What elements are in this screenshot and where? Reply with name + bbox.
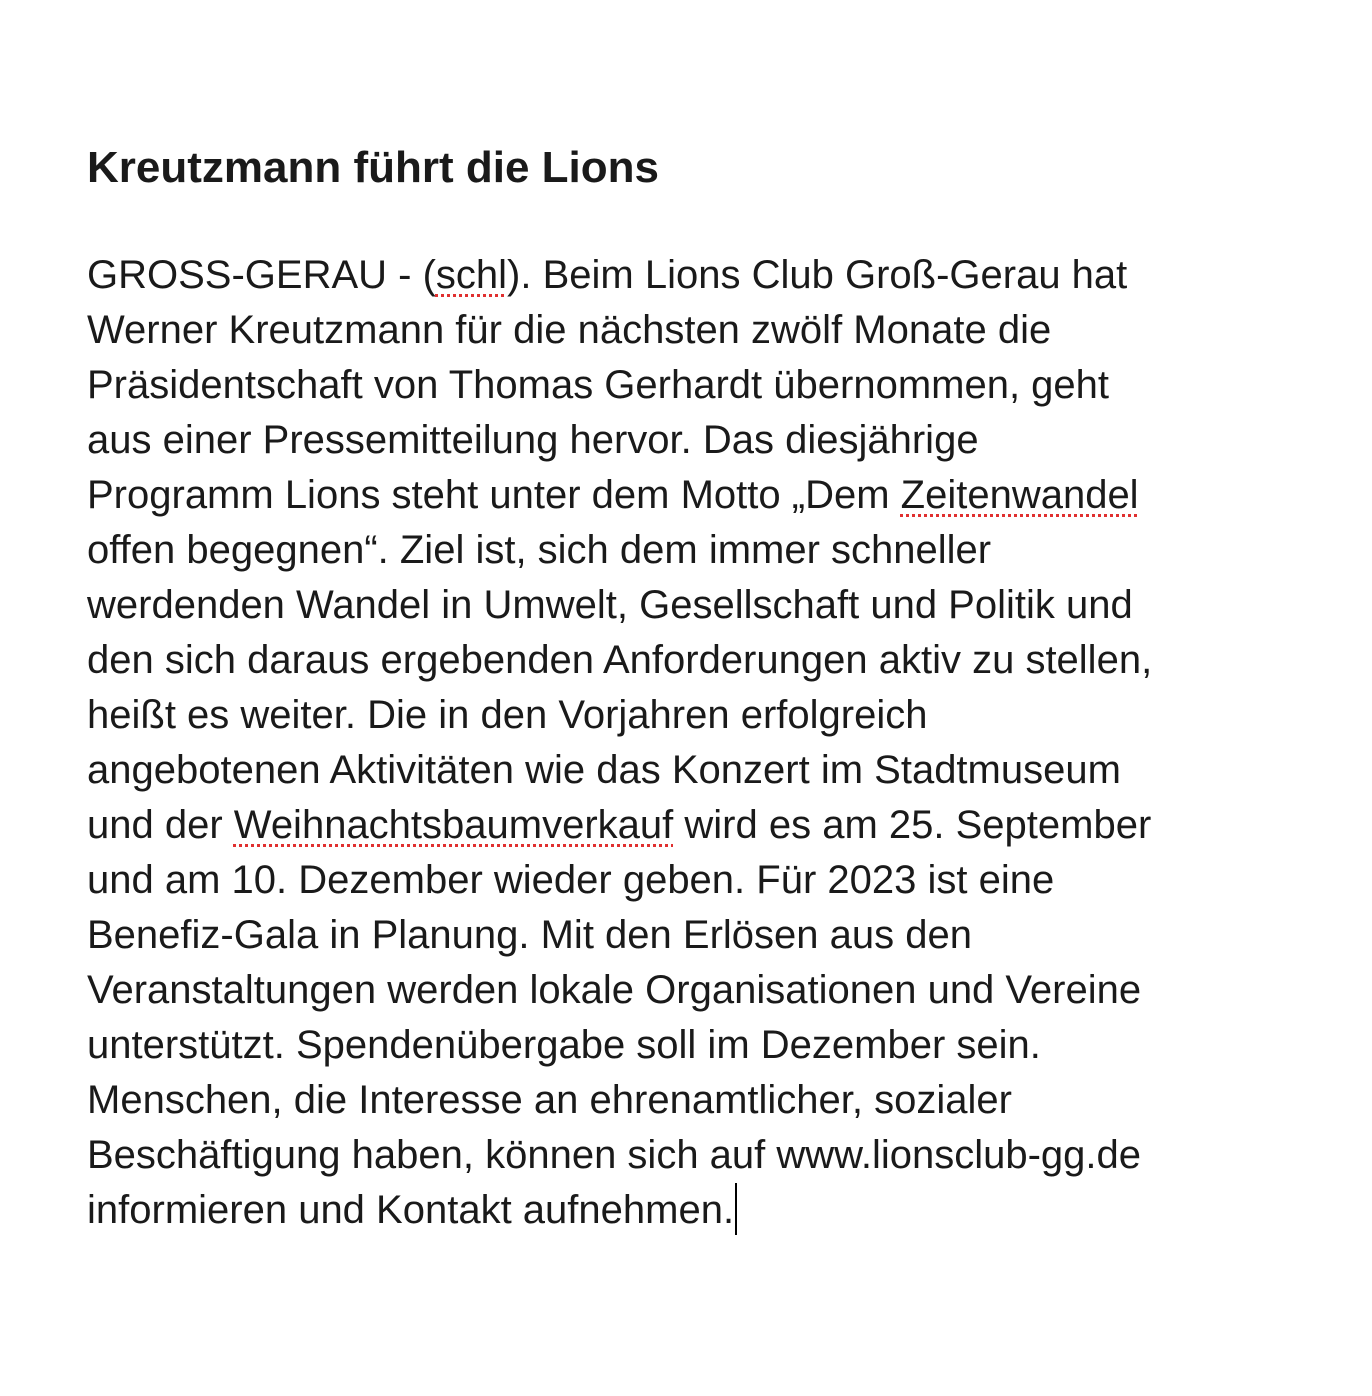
text-segment: informieren und Kontakt aufnehmen. — [87, 1188, 735, 1232]
text-line[interactable] — [87, 468, 1327, 523]
text-line[interactable] — [87, 358, 1327, 413]
text-segment: ). Beim Lions Club Groß-Gerau hat — [507, 253, 1128, 297]
article-body[interactable] — [87, 203, 1327, 1238]
text-line[interactable] — [87, 1128, 1327, 1183]
document-page[interactable] — [87, 133, 1327, 1238]
text-cursor — [735, 1183, 737, 1235]
text-line[interactable] — [87, 248, 1327, 303]
text-segment: heißt es weiter. Die in den Vorjahren erfolgreich — [87, 693, 928, 737]
text-line[interactable] — [87, 688, 1327, 743]
text-line[interactable] — [87, 413, 1327, 468]
text-segment: Werner Kreutzmann für die nächsten zwölf Monate die — [87, 308, 1052, 352]
text-segment: Präsidentschaft von Thomas Gerhardt übernommen, geht — [87, 363, 1110, 407]
text-segment: GROSS-GERAU - ( — [87, 253, 436, 297]
text-segment: Programm Lions steht unter dem Motto „Dem — [87, 473, 901, 517]
text-segment: Veranstaltungen werden lokale Organisationen und Vereine — [87, 968, 1142, 1012]
text-line[interactable] — [87, 1183, 1327, 1238]
text-line[interactable] — [87, 798, 1327, 853]
text-line[interactable] — [87, 908, 1327, 963]
text-segment: aus einer Pressemitteilung hervor. Das diesjährige — [87, 418, 979, 462]
text-segment: den sich daraus ergebenden Anforderungen aktiv zu stellen, — [87, 638, 1153, 682]
text-segment: angebotenen Aktivitäten wie das Konzert im Stadtmuseum — [87, 748, 1121, 792]
text-line[interactable] — [87, 1018, 1327, 1073]
text-segment: und am 10. Dezember wieder geben. Für 2023 ist eine — [87, 858, 1055, 902]
text-line[interactable] — [87, 963, 1327, 1018]
text-segment: offen begegnen“. Ziel ist, sich dem immer schneller — [87, 528, 992, 572]
text-segment: Benefiz-Gala in Planung. Mit den Erlösen aus den — [87, 913, 972, 957]
text-line[interactable] — [87, 853, 1327, 908]
text-segment: wird es am 25. September — [673, 803, 1152, 847]
text-line[interactable] — [87, 303, 1327, 358]
misspelled-word: Weihnachtsbaumverkauf — [233, 803, 674, 847]
article-headline[interactable]: Kreutzmann führt die Lions — [87, 143, 659, 192]
text-line[interactable] — [87, 578, 1327, 633]
text-line[interactable] — [87, 1073, 1327, 1128]
text-line[interactable] — [87, 633, 1327, 688]
text-line[interactable] — [87, 743, 1327, 798]
text-line[interactable] — [87, 523, 1327, 578]
text-segment: unterstützt. Spendenübergabe soll im Dezember sein. — [87, 1023, 1041, 1067]
text-segment: Menschen, die Interesse an ehrenamtlicher, sozialer — [87, 1078, 1012, 1122]
text-segment: werdenden Wandel in Umwelt, Gesellschaft und Politik und — [87, 583, 1133, 627]
text-segment: und der — [87, 803, 234, 847]
misspelled-word: schl — [435, 253, 508, 297]
text-segment: Beschäftigung haben, können sich auf www.lionsclub-gg.de — [87, 1133, 1142, 1177]
misspelled-word: Zeitenwandel — [900, 473, 1139, 517]
